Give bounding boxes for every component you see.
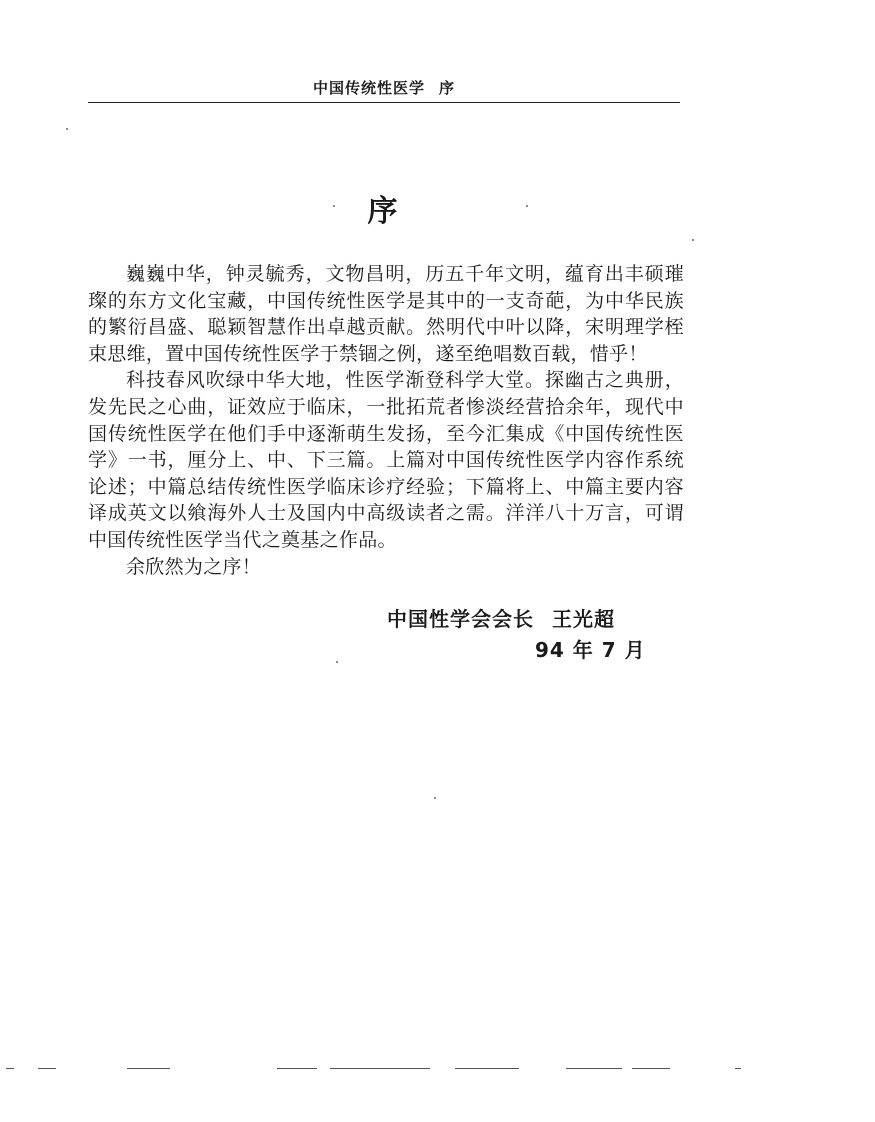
scan-speck xyxy=(692,239,694,241)
scan-speck xyxy=(526,205,528,207)
header-rule xyxy=(88,102,680,103)
paragraph: 科技春风吹绿中华大地，性医学渐登科学大堂。探幽古之典册，发先民之心曲，证效应于临床，一批拓荒者惨淡经营拾余年，现代中国传统性医学在他们手中逐渐萌生发扬，至今汇集成《中国传统性医学》一书，厘分上、中、下三篇。上篇对中国传统性医学内容作系统论述；中篇总结传统性医学临床诊疗经验；下篇将上、中篇主要内容译成英文以飨海外人士及国内中高级读者之需。洋洋八十万言，可谓中国传统性医学当代之奠基之作品。 xyxy=(88,369,684,551)
running-head-section: 序 xyxy=(439,79,456,97)
signature-title: 中国性学会会长 xyxy=(387,607,534,631)
paragraph: 余欣然为之序！ xyxy=(126,555,262,578)
preface-body xyxy=(88,261,684,580)
scan-dash xyxy=(330,1068,430,1069)
signature-date: 94 年 7 月 xyxy=(535,638,646,662)
scan-speck xyxy=(333,205,335,207)
scan-speck xyxy=(434,797,436,799)
scan-speck xyxy=(66,128,68,130)
signature-name: 王光超 xyxy=(552,607,615,631)
running-head-title: 中国传统性医学 xyxy=(312,79,425,97)
scan-dash xyxy=(127,1068,170,1069)
running-head xyxy=(88,77,680,98)
scan-dash xyxy=(277,1068,317,1069)
scan-speck xyxy=(336,661,338,663)
signature-line xyxy=(387,603,615,632)
scan-dash xyxy=(566,1068,622,1069)
scan-dash xyxy=(632,1068,670,1069)
scan-dash xyxy=(455,1068,519,1069)
scan-dash xyxy=(38,1068,56,1069)
chapter-title: 序 xyxy=(367,194,398,229)
scan-dash xyxy=(735,1068,741,1069)
scan-dash xyxy=(6,1068,14,1069)
paragraph: 巍巍中华，钟灵毓秀，文物昌明，历五千年文明，蕴育出丰硕璀璨的东方文化宝藏，中国传统性医学是其中的一支奇葩，为中华民族的繁衍昌盛、聪颖智慧作出卓越贡献。然明代中叶以降，宋明理学桎束思维，置中国传统性医学于禁锢之例，遂至绝唱数百载，惜乎！ xyxy=(88,263,684,365)
